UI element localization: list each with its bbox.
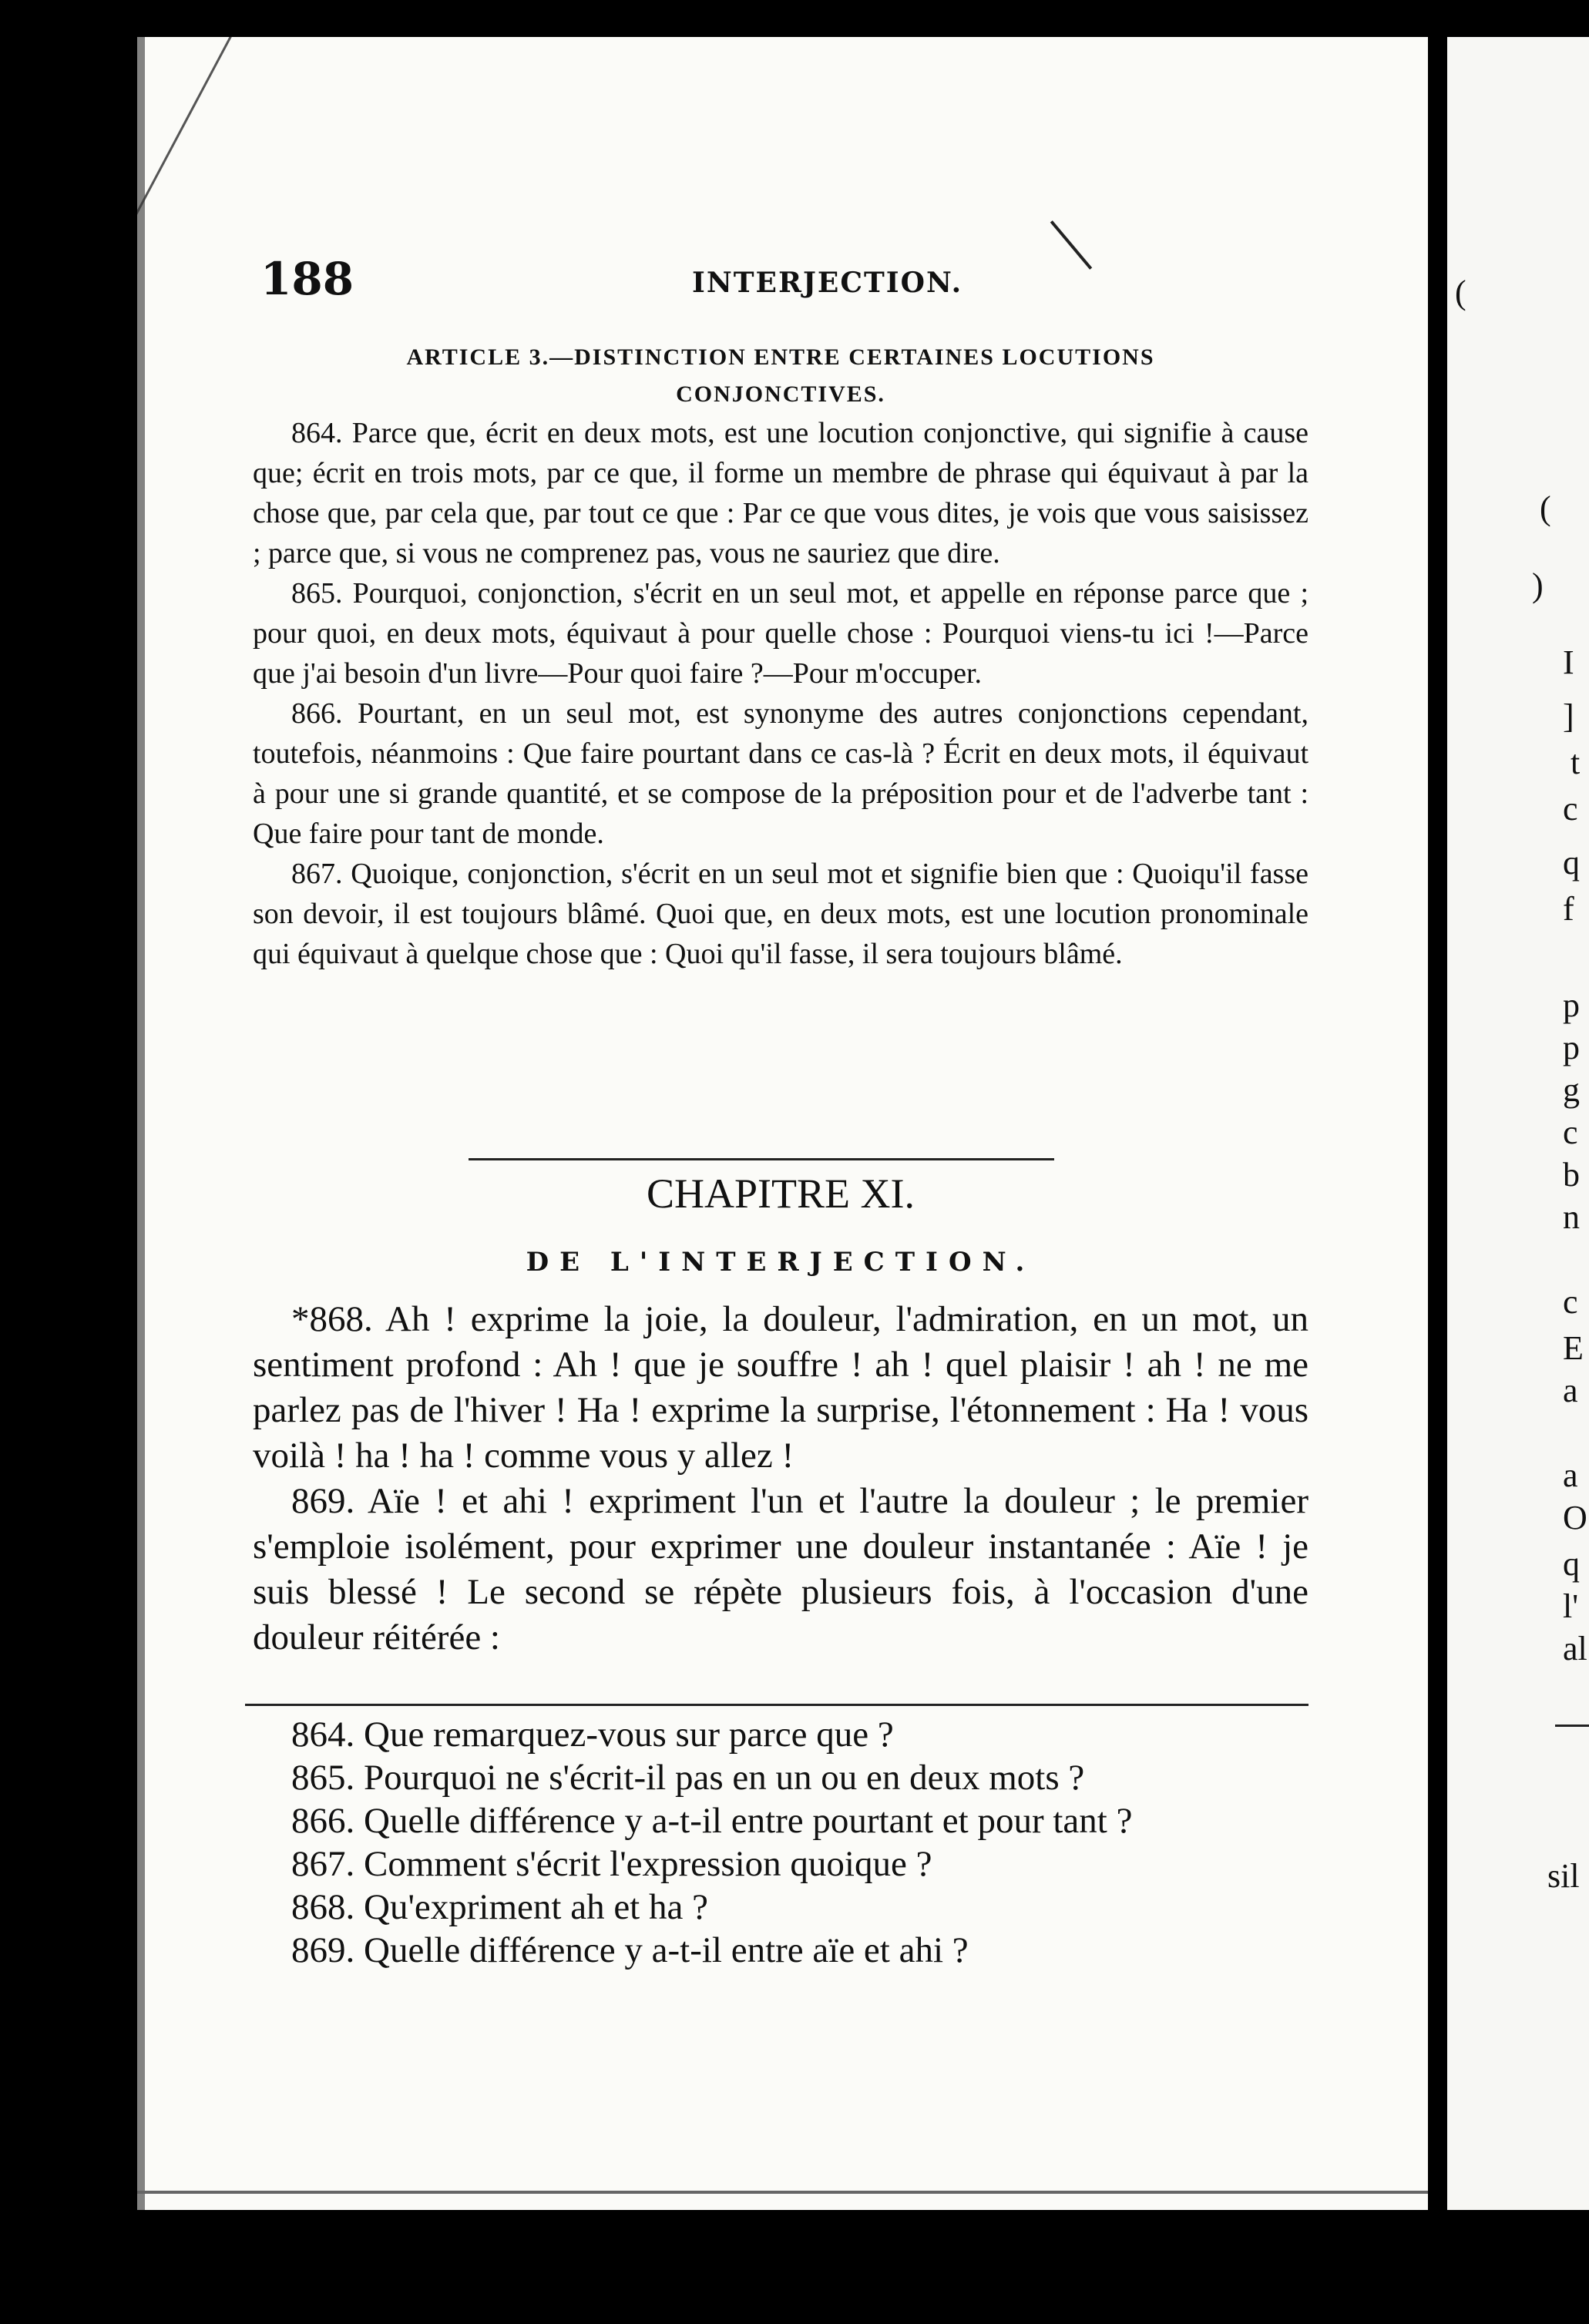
fragment: b <box>1563 1156 1580 1194</box>
fragment: I <box>1563 643 1574 681</box>
paragraph-869: 869. Aïe ! et ahi ! expriment l'un et l'autre la douleur ; le premier s'emploie isolément, pour exprimer une douleur instantanée : Aïe ! je suis blessé ! Le second se répète plusieurs fois, à l'occasion d'une douleur réitérée : <box>253 1481 1308 1657</box>
paragraph-867: 867. Quoique, conjonction, s'écrit en un seul mot et signifie bien que : Quoiqu'il fasse son devoir, il est toujours blâmé. Quoi que, en deux mots, est une locution pronominale qui équivaut à quelque chose que : Quoi qu'il fasse, il sera toujours blâmé. <box>253 858 1308 970</box>
fragment: c <box>1563 1283 1578 1321</box>
section-divider <box>469 1158 1054 1160</box>
adjacent-page <box>1447 37 1589 2210</box>
fragment: al <box>1563 1630 1587 1667</box>
fragment: ) <box>1532 566 1544 604</box>
fragment: f <box>1563 890 1574 928</box>
fragment: n <box>1563 1198 1580 1236</box>
fragment: ( <box>1455 274 1466 311</box>
fragment: p <box>1563 986 1580 1024</box>
paragraph-866: 866. Pourtant, en un seul mot, est synonyme des autres conjonctions cependant, toutefois, néanmoins : Que faire pourtant dans ce cas-là ? Écrit en deux mots, il équivaut à pour une si grande quantité, et se compose de la préposition pour et de l'adverbe tant : Que faire pour tant de monde. <box>253 697 1308 850</box>
fragment: sil <box>1547 1857 1580 1895</box>
paragraph-865: 865. Pourquoi, conjonction, s'écrit en un seul mot, et appelle en réponse parce que ; pour quoi, en deux mots, équivaut à pour quelle chose : Pourquoi viens-tu ici !—Parce que j'ai besoin d'un livre—Pour quoi faire ?—Pour m'occuper. <box>253 577 1308 690</box>
chapter-body <box>253 1297 1308 1661</box>
page-bottom-edge <box>137 2191 1428 2194</box>
article-section <box>253 339 1308 974</box>
fragment: t <box>1571 744 1581 781</box>
running-title: INTERJECTION. <box>692 267 963 299</box>
article-title: ARTICLE 3.—DISTINCTION ENTRE CERTAINES LOCUTIONS CONJONCTIVES. <box>406 344 1155 407</box>
fragment: ( <box>1540 489 1551 527</box>
fragment: E <box>1563 1329 1584 1367</box>
question-item: 869. Quelle différence y a-t-il entre aïe et ahi ? <box>291 1930 969 1970</box>
paragraph-864: 864. Parce que, écrit en deux mots, est une locution conjonctive, qui signifie à cause que; écrit en trois mots, par ce que, il forme un membre de phrase qui équivaut à par la chose que, par cela que, par tout ce que : Par ce que vous dites, je vois que vous saisissez ; parce que, si vous ne comprenez pas, vous ne sauriez que dire. <box>253 417 1308 569</box>
page-edge <box>137 37 145 2210</box>
question-item: 868. Qu'expriment ah et ha ? <box>291 1887 708 1927</box>
fragment: q <box>1563 1545 1580 1583</box>
scan-stroke <box>137 37 240 267</box>
fragment: p <box>1563 1029 1580 1066</box>
page-number: 188 <box>260 253 354 305</box>
fragment: q <box>1563 844 1580 882</box>
fragment: a <box>1563 1456 1578 1494</box>
question-item: 866. Quelle différence y a-t-il entre pourtant et pour tant ? <box>291 1801 1133 1841</box>
adjacent-rule <box>1555 1725 1589 1727</box>
fragment: ] <box>1563 697 1574 735</box>
questions-divider <box>245 1704 1308 1706</box>
question-item: 865. Pourquoi ne s'écrit-il pas en un ou en deux mots ? <box>291 1758 1085 1798</box>
chapter-title: CHAPITRE XI. <box>647 1170 915 1217</box>
chapter-subtitle: DE L'INTERJECTION. <box>526 1247 1036 1278</box>
fragment: O <box>1563 1499 1587 1536</box>
fragment: g <box>1563 1071 1580 1109</box>
fragment: c <box>1563 1113 1578 1151</box>
questions-list <box>253 1713 1308 1972</box>
book-page <box>137 37 1428 2210</box>
fragment: l' <box>1563 1587 1579 1625</box>
page-header <box>260 253 1308 314</box>
paragraph-868: *868. Ah ! exprime la joie, la douleur, l'admiration, en un mot, un sentiment profond : Ah ! que je souffre ! ah ! quel plaisir ! ah ! ne me parlez pas de l'hiver ! Ha ! exprime la surprise, l'étonnement : Ha ! vous voilà ! ha ! ha ! comme vous y allez ! <box>253 1299 1308 1476</box>
question-item: 864. Que remarquez-vous sur parce que ? <box>291 1714 894 1755</box>
question-item: 867. Comment s'écrit l'expression quoique ? <box>291 1844 932 1884</box>
fragment: c <box>1563 790 1578 828</box>
fragment: a <box>1563 1372 1578 1409</box>
